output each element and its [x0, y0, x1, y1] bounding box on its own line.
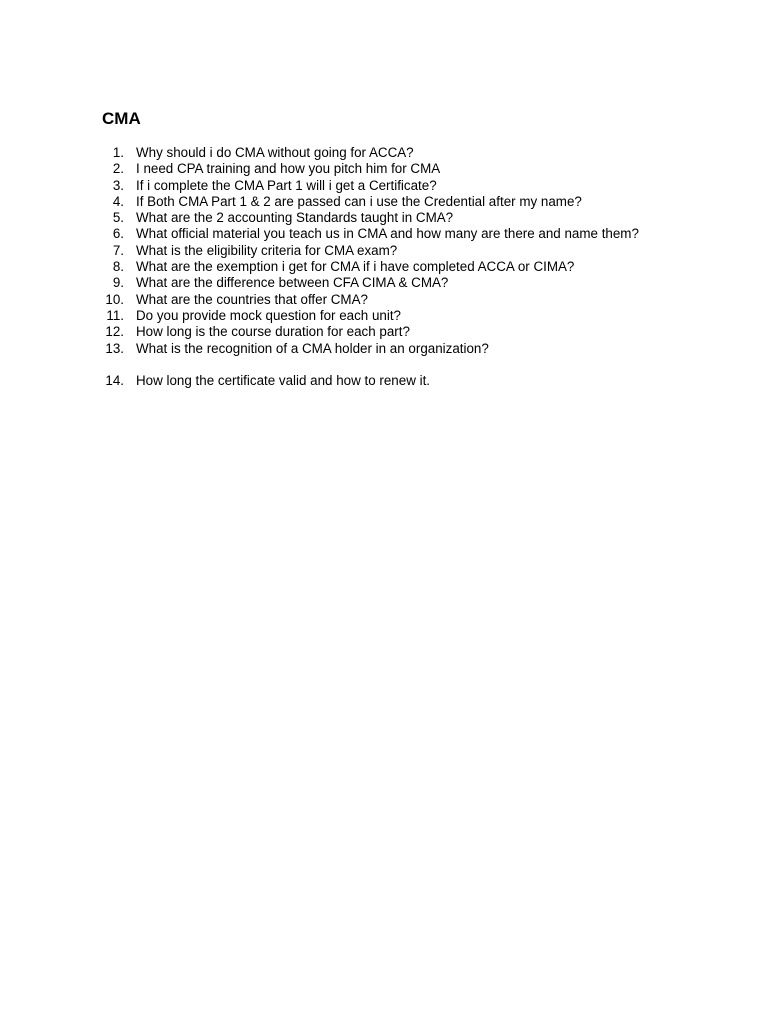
list-item-number: 12.: [105, 324, 124, 340]
list-item-number: 10.: [105, 291, 124, 307]
list-item-number: 6.: [112, 226, 124, 242]
list-item-number: 7.: [112, 242, 124, 258]
document-title: CMA: [102, 109, 141, 128]
list-item-number: 1.: [112, 145, 124, 160]
list-item-number: 14.: [105, 373, 124, 389]
list-item-number: 13.: [105, 340, 124, 356]
list-item-number: 11.: [106, 307, 124, 323]
list-item-text: If Both CMA Part 1 & 2 are passed can i use the Credential after my name?: [136, 193, 582, 209]
list-item-number: 5.: [112, 210, 124, 226]
list-item-text: I need CPA training and how you pitch him for CMA: [136, 161, 441, 177]
list-item-text: What are the 2 accounting Standards taught in CMA?: [136, 210, 454, 226]
list-item-text: What are the exemption i get for CMA if i have completed ACCA or CIMA?: [136, 259, 575, 275]
list-item-text: If i complete the CMA Part 1 will i get a Certificate?: [136, 177, 437, 193]
list-item-text: What are the difference between CFA CIMA & CMA?: [136, 275, 449, 291]
list-item-text: How long the certificate valid and how to renew it.: [136, 373, 431, 389]
list-item-number: 8.: [112, 259, 124, 275]
list-item-number: 3.: [112, 177, 124, 193]
list-item-text: How long is the course duration for each part?: [136, 324, 410, 340]
list-item-text: What is the eligibility criteria for CMA exam?: [136, 242, 398, 258]
list-item-number: 2.: [112, 161, 124, 177]
list-item-text: Do you provide mock question for each unit?: [136, 307, 401, 323]
list-item-text: What official material you teach us in CMA and how many are there and name them?: [136, 226, 639, 242]
list-item-text: What is the recognition of a CMA holder in an organization?: [136, 340, 489, 356]
list-item-number: 4.: [112, 193, 124, 209]
list-item-number: 9.: [112, 275, 124, 291]
list-item-text: What are the countries that offer CMA?: [136, 291, 368, 307]
list-item-text: Why should i do CMA without going for ACCA?: [136, 145, 414, 160]
